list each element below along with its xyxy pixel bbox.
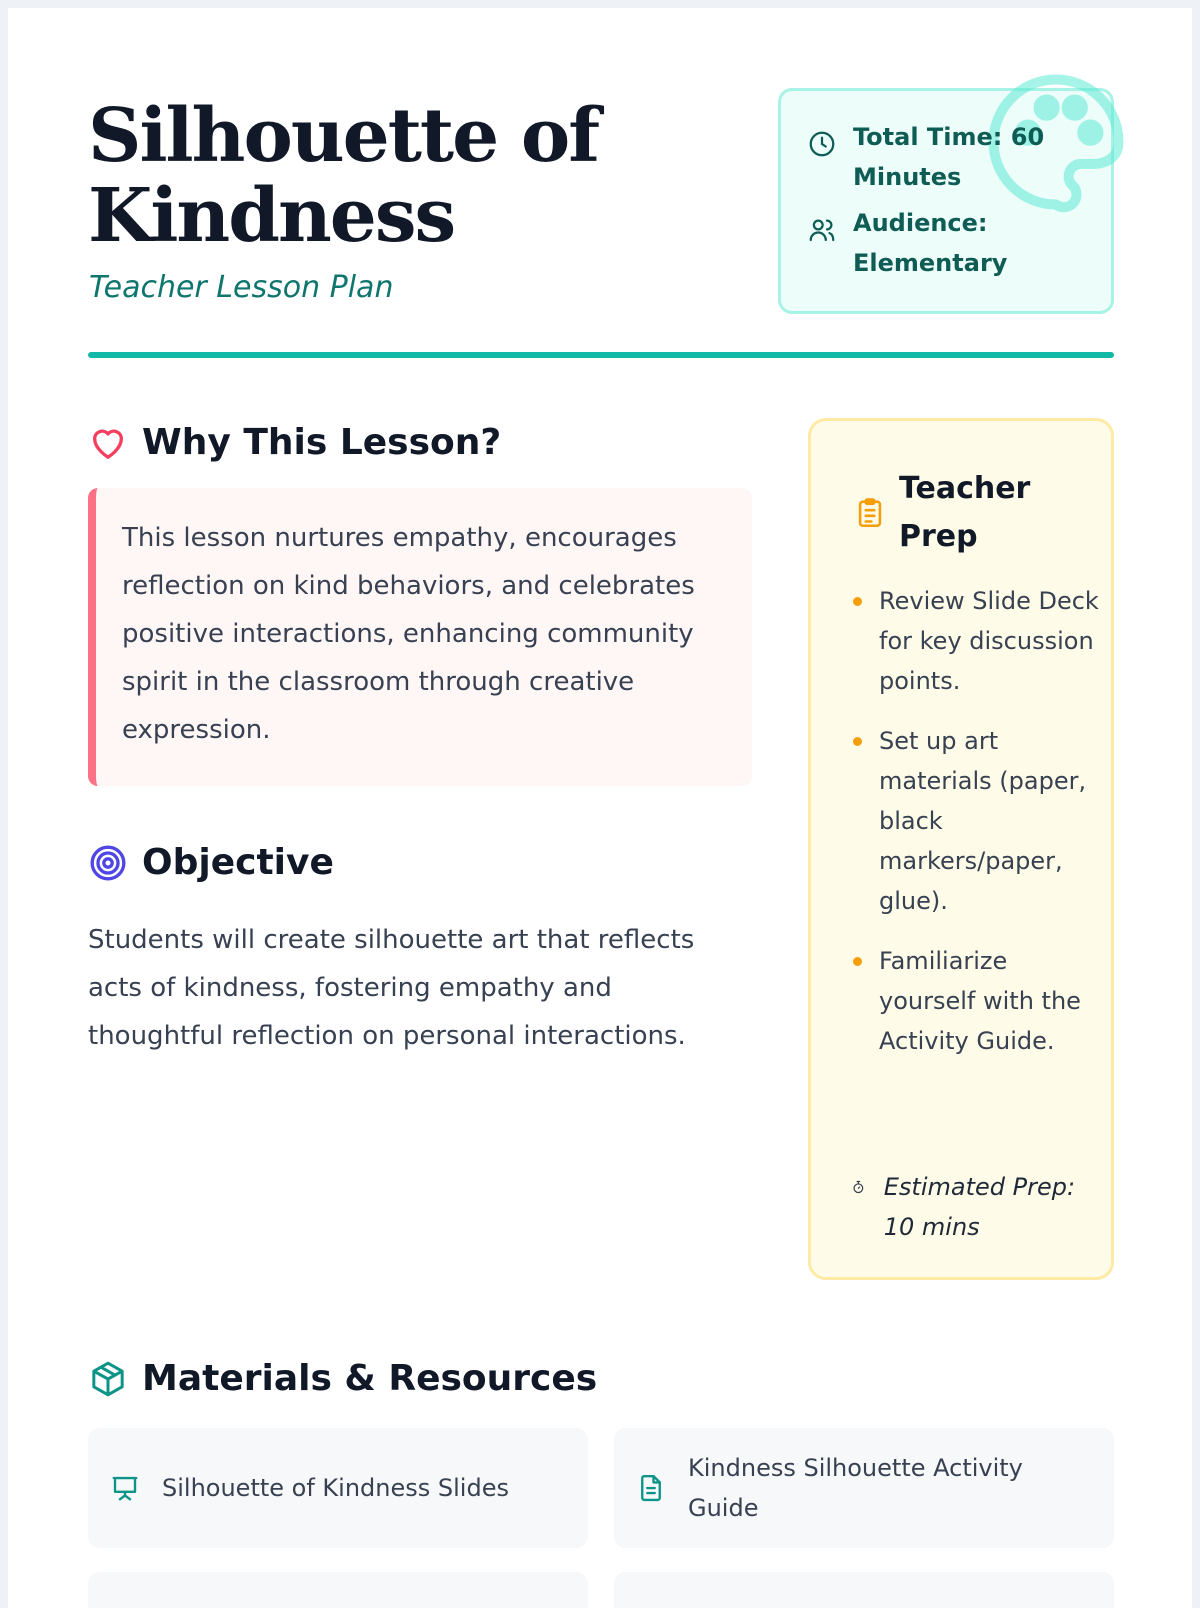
page-title: Silhouette of Kindness [88, 93, 599, 259]
material-card-activity-guide[interactable] [614, 1428, 1114, 1548]
document-icon [636, 1473, 666, 1503]
clipboard-icon [853, 496, 887, 530]
teacher-prep-card [808, 418, 1114, 1280]
material-card[interactable] [88, 1572, 588, 1608]
lesson-meta-box [778, 88, 1114, 314]
teacher-prep-heading [853, 465, 1049, 561]
package-icon [88, 1359, 128, 1399]
prep-estimate-text: Estimated Prep: 10 mins [883, 1173, 1076, 1241]
prep-estimate [851, 1167, 1101, 1247]
page-subtitle: Teacher Lesson Plan [89, 270, 394, 305]
teacher-prep-list [851, 581, 1101, 1081]
clock-icon [807, 129, 837, 159]
audience: Audience: Elementary [853, 209, 1008, 277]
materials-heading [88, 1358, 597, 1399]
objective-text: Students will create silhouette art that reflects acts of kindness, fostering empathy and thoughtful reflection on personal interactions. [88, 925, 695, 1051]
users-icon [807, 215, 837, 245]
target-icon [88, 843, 128, 883]
material-label: Silhouette of Kindness Slides [162, 1474, 509, 1502]
material-card-slides[interactable] [88, 1428, 588, 1548]
list-item: Review Slide Deck for key discussion points. [851, 581, 1101, 701]
timer-icon [851, 1177, 866, 1197]
teacher-prep-title: Teacher Prep [899, 471, 1031, 554]
presentation-icon [110, 1473, 140, 1503]
list-item: Set up art materials (paper, black markers/paper, glue). [851, 721, 1101, 921]
heart-icon [88, 423, 128, 463]
audience-row [807, 203, 1063, 283]
list-item: Familiarize yourself with the Activity Guide. [851, 941, 1101, 1061]
total-time: Total Time: 60 Minutes [853, 123, 1045, 191]
lesson-plan-page [8, 8, 1192, 1608]
header-divider [88, 352, 1114, 358]
objective-heading [88, 842, 334, 883]
total-time-row [807, 117, 1063, 197]
material-label: Kindness Silhouette Activity Guide [688, 1454, 1023, 1522]
objective-heading-text: Objective [142, 842, 334, 883]
why-heading-text: Why This Lesson? [142, 422, 502, 463]
material-card[interactable] [614, 1572, 1114, 1608]
why-heading [88, 422, 501, 463]
why-callout: This lesson nurtures empathy, encourages reflection on kind behaviors, and celebrates positive interactions, enhancing community spirit in the classroom through creative expression. [88, 488, 752, 786]
materials-heading-text: Materials & Resources [142, 1358, 598, 1399]
